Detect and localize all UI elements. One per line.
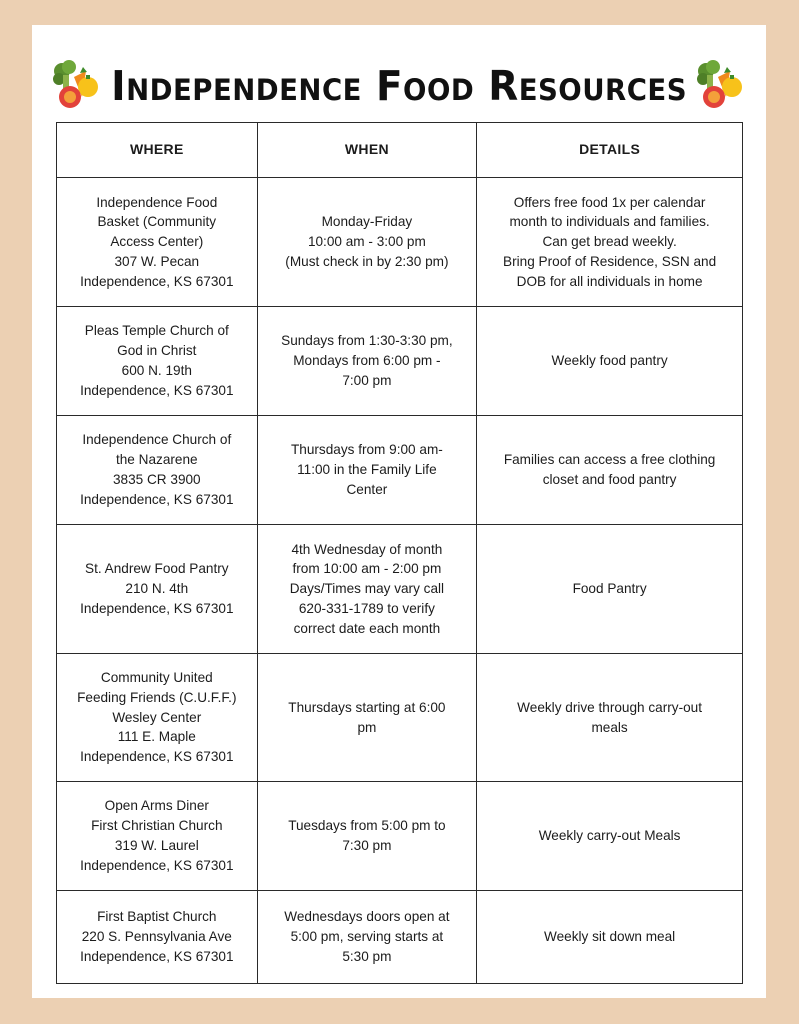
table-row <box>57 782 743 891</box>
when-cell: Tuesdays from 5:00 pm to 7:30 pm <box>257 782 477 891</box>
table-row <box>57 654 743 782</box>
when-cell: Monday-Friday 10:00 am - 3:00 pm (Must check in by 2:30 pm) <box>257 178 477 307</box>
where-cell: Independence Church of the Nazarene 3835 CR 3900 Independence, KS 67301 <box>57 416 258 525</box>
where-cell: Community United Feeding Friends (C.U.F.F.) Wesley Center 111 E. Maple Independence, KS 67301 <box>57 654 258 782</box>
page-title: Independence Food Resources <box>111 62 687 110</box>
table-row <box>57 307 743 416</box>
table-header-row <box>57 123 743 178</box>
where-cell: Pleas Temple Church of God in Christ 600 N. 19th Independence, KS 67301 <box>57 307 258 416</box>
column-header-details: DETAILS <box>477 123 743 178</box>
details-cell: Weekly sit down meal <box>477 891 743 984</box>
where-cell: Independence Food Basket (Community Access Center) 307 W. Pecan Independence, KS 67301 <box>57 178 258 307</box>
title-row <box>32 55 766 117</box>
details-cell: Weekly drive through carry-out meals <box>477 654 743 782</box>
when-cell: Thursdays from 9:00 am- 11:00 in the Family Life Center <box>257 416 477 525</box>
when-cell: Sundays from 1:30-3:30 pm, Mondays from 6:00 pm - 7:00 pm <box>257 307 477 416</box>
table-row <box>57 416 743 525</box>
flyer-page <box>32 25 766 998</box>
column-header-when: WHEN <box>257 123 477 178</box>
when-cell: Thursdays starting at 6:00 pm <box>257 654 477 782</box>
when-cell: Wednesdays doors open at 5:00 pm, serving starts at 5:30 pm <box>257 891 477 984</box>
table-row <box>57 525 743 654</box>
details-cell: Weekly carry-out Meals <box>477 782 743 891</box>
where-cell: First Baptist Church 220 S. Pennsylvania Ave Independence, KS 67301 <box>57 891 258 984</box>
details-cell: Weekly food pantry <box>477 307 743 416</box>
when-cell: 4th Wednesday of month from 10:00 am - 2:00 pm Days/Times may vary call 620-331-1789 to verify correct date each month <box>257 525 477 654</box>
where-cell: Open Arms Diner First Christian Church 319 W. Laurel Independence, KS 67301 <box>57 782 258 891</box>
table-row <box>57 891 743 984</box>
details-cell: Offers free food 1x per calendar month to individuals and families. Can get bread weekly. Bring Proof of Residence, SSN and DOB for all individuals in home <box>477 178 743 307</box>
details-cell: Families can access a free clothing closet and food pantry <box>477 416 743 525</box>
where-cell: St. Andrew Food Pantry 210 N. 4th Independence, KS 67301 <box>57 525 258 654</box>
details-cell: Food Pantry <box>477 525 743 654</box>
vegetables-icon <box>694 57 748 111</box>
table-row <box>57 178 743 307</box>
resources-table <box>56 122 743 984</box>
column-header-where: WHERE <box>57 123 258 178</box>
